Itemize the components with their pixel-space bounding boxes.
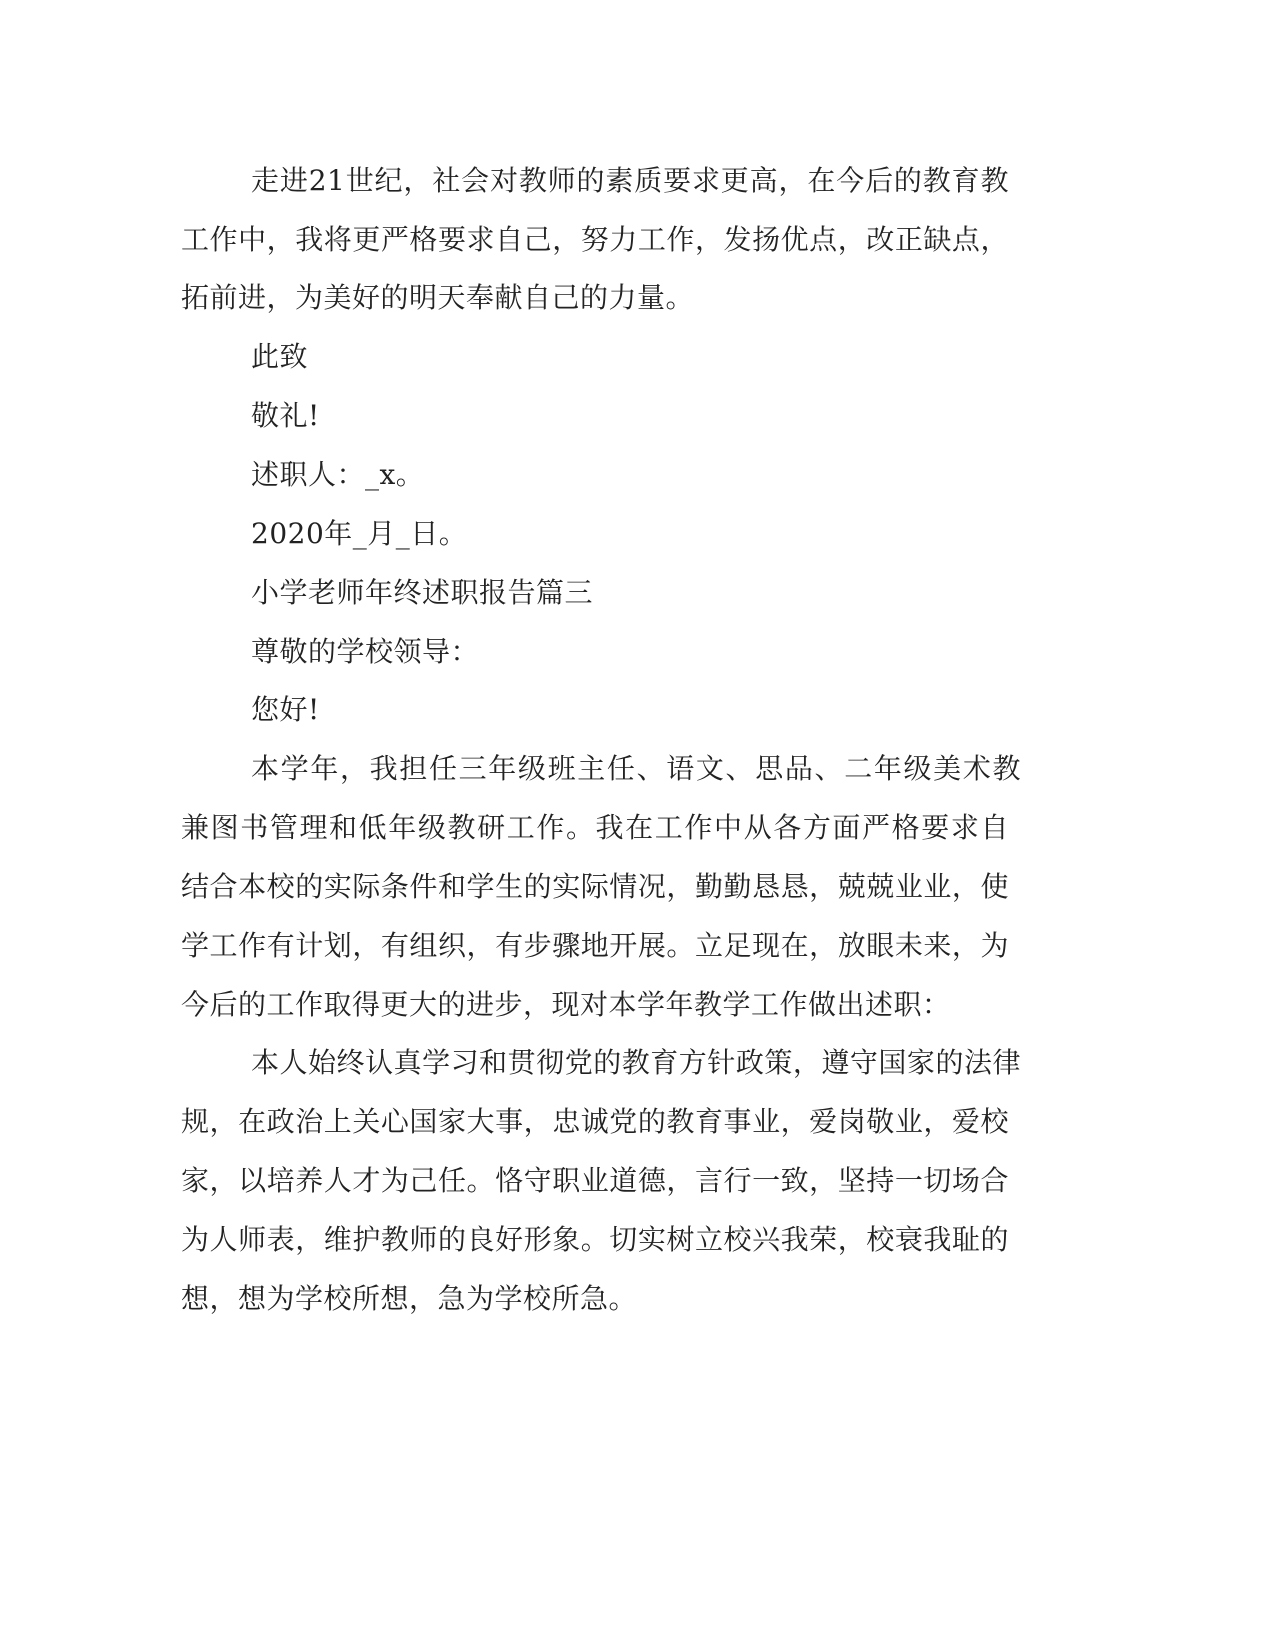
section-heading: 小学老师年终述职报告篇三 (251, 576, 594, 609)
paragraph-line: 今后的工作取得更大的进步，现对本学年教学工作做出述职： (181, 988, 951, 1021)
paragraph-line: 结合本校的实际条件和学生的实际情况，勤勤恳恳，兢兢业业，使 (181, 870, 1009, 903)
paragraph-line: 为人师表，维护教师的良好形象。切实树立校兴我荣，校衰我耻的 (181, 1223, 1009, 1256)
paragraph-line: 家，以培养人才为己任。恪守职业道德，言行一致，坚持一切场合 (181, 1164, 1009, 1197)
greeting-addressee: 尊敬的学校领导： (251, 635, 480, 668)
paragraph-line: 本人始终认真学习和贯彻党的教育方针政策，遵守国家的法律 (251, 1046, 1021, 1079)
paragraph-line: 想，想为学校所想，急为学校所急。 (181, 1282, 638, 1315)
paragraph-line: 兼图书管理和低年级教研工作。我在工作中从各方面严格要求自 (181, 811, 1009, 844)
closing-regards: 敬礼! (251, 399, 320, 432)
paragraph-line: 本学年，我担任三年级班主任、语文、思品、二年级美术教 (251, 752, 1021, 785)
paragraph-line: 学工作有计划，有组织，有步骤地开展。立足现在，放眼未来，为 (181, 929, 1009, 962)
closing-salutation: 此致 (251, 340, 309, 373)
greeting: 您好! (251, 693, 320, 726)
date-line: 2020年_月_日。 (251, 517, 468, 550)
paragraph-line: 走进21世纪，社会对教师的素质要求更高，在今后的教育教 (251, 164, 1009, 197)
paragraph-line: 拓前进，为美好的明天奉献自己的力量。 (181, 281, 695, 314)
signature-line: 述职人：_x。 (251, 458, 425, 491)
paragraph-line: 规，在政治上关心国家大事，忠诚党的教育事业，爱岗敬业，爱校 (181, 1105, 1009, 1138)
paragraph-line: 工作中，我将更严格要求自己，努力工作，发扬优点，改正缺点， (181, 223, 1009, 256)
